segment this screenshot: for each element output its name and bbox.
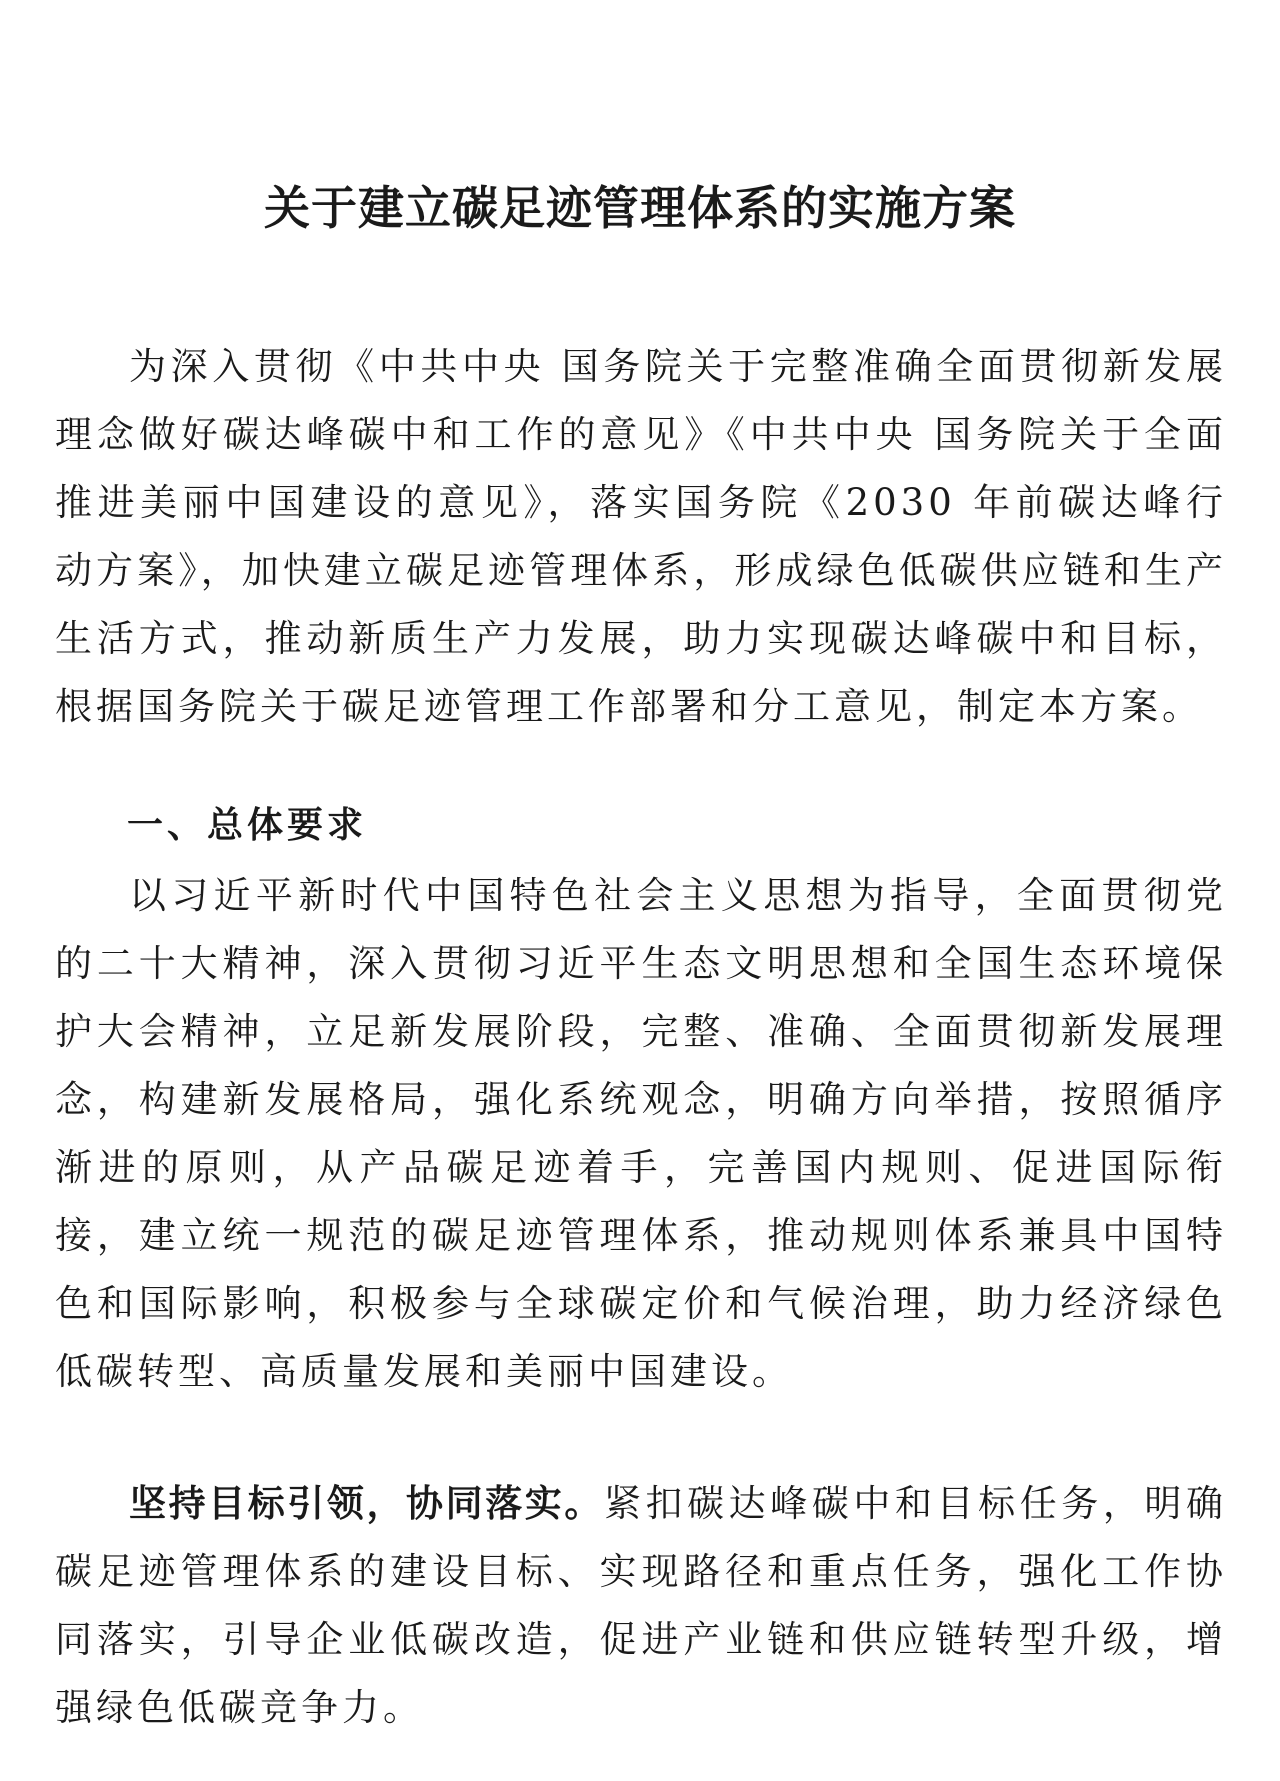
principle-lead-text: 坚持目标引领，协同落实。 (129, 1482, 604, 1525)
intro-paragraph: 为深入贯彻《中共中央 国务院关于完整准确全面贯彻新发展理念做好碳达峰碳中和工作的意见》《中共中央 国务院关于全面推进美丽中国建设的意见》，落实国务院《2030 年前碳达峰行动方案》，加快建立碳足迹管理体系，形成绿色低碳供应链和生产生活方式，推动新质生产力发展，助力实现碳达峰碳中和目标，根据国务院关于碳足迹管理工作部署和分工意见，制定本方案。 (55, 345, 1227, 728)
general-requirements-paragraph: 以习近平新时代中国特色社会主义思想为指导，全面贯彻党的二十大精神，深入贯彻习近平生态文明思想和全国生态环境保护大会精神，立足新发展阶段，完整、准确、全面贯彻新发展理念，构建新发展格局，强化系统观念，明确方向举措，按照循序渐进的原则，从产品碳足迹着手，完善国内规则、促进国际衔接，建立统一规范的碳足迹管理体系，推动规则体系兼具中国特色和国际影响，积极参与全球碳定价和气候治理，助力经济绿色低碳转型、高质量发展和美丽中国建设。 (55, 874, 1227, 1393)
principle-paragraph (55, 1470, 1227, 1742)
principle-body-text: 紧扣碳达峰碳中和目标任务，明确碳足迹管理体系的建设目标、实现路径和重点任务，强化工作协同落实，引导企业低碳改造，促进产业链和供应链转型升级，增强绿色低碳竞争力。 (55, 1482, 1228, 1729)
document-title: 关于建立碳足迹管理体系的实施方案 (264, 181, 1016, 235)
section-heading-general-requirements: 一、总体要求 (127, 805, 368, 846)
